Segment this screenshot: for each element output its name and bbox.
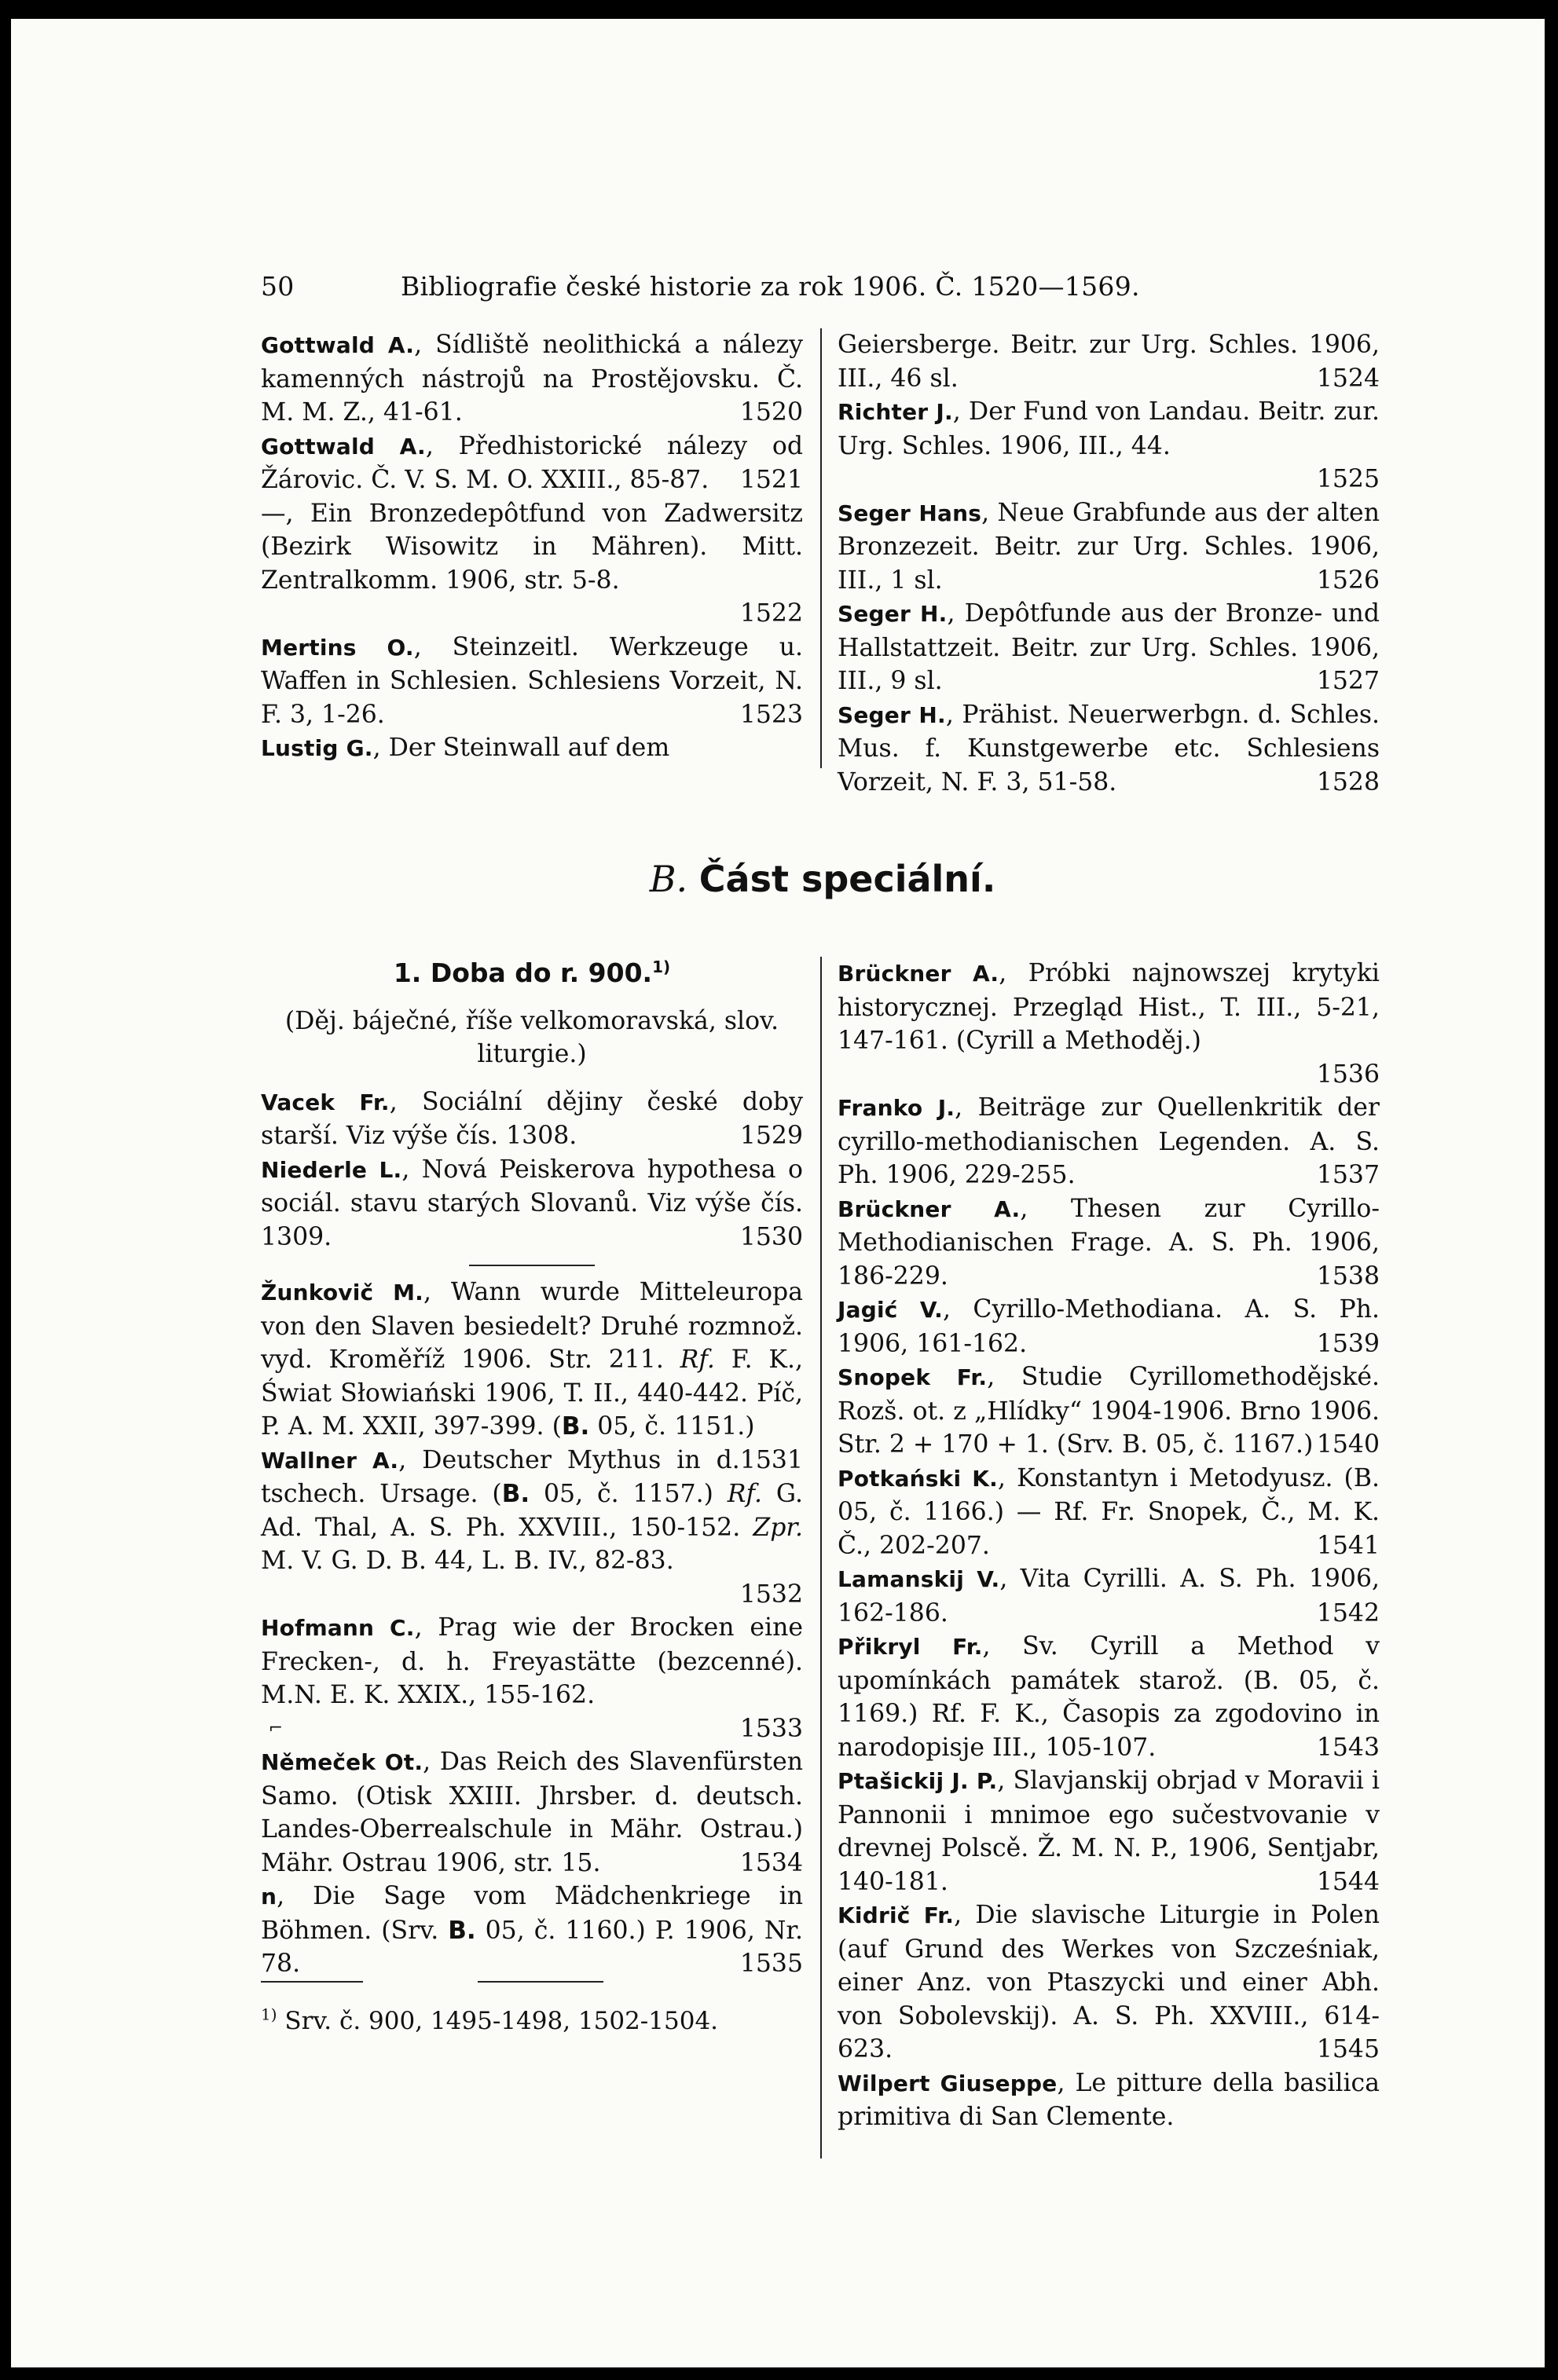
bottom-left-column — [261, 957, 803, 2038]
entry-text: , Prähist. Neuerwerbgn. d. Schles. Mus. f. Kunstgewerbe etc. Schlesiens Vorzeit, N. F. 3, 51-58. — [838, 700, 1380, 796]
author-name: Přikryl Fr. — [838, 1634, 983, 1660]
entry-text: F. K., Świat Słowiański 1906, T. II., 440-442. Píč, P. A. M. XXII, 397-399. ( — [261, 1346, 803, 1441]
bibliography-ref: B. — [448, 1916, 476, 1945]
entry-text: , Prag wie der Brocken eine Frecken-, d. h. Freyastätte (bezcenné). M.N. E. K. XXIX., 155-162. — [261, 1613, 803, 1709]
entry-number: 1526 — [1316, 566, 1380, 595]
entry-text: , Vita Cyrilli. A. S. Ph. 1906, 162-186. — [838, 1565, 1380, 1628]
author-name: Richter J. — [838, 399, 953, 425]
author-name: Seger Hans — [838, 500, 982, 526]
author-name: Niederle L. — [261, 1156, 402, 1183]
entry-number: 1530 — [739, 1222, 803, 1251]
entry-number: 1531 — [739, 1445, 803, 1474]
bib-entry — [261, 1444, 803, 1578]
entry-text: , Der Steinwall auf dem — [372, 734, 670, 762]
printer-mark-icon: ⌐ — [268, 1718, 283, 1738]
entry-text: , Předhistorické nálezy od Žárovic. Č. V. S. M. O. XXIII., 85-87. — [261, 431, 803, 494]
author-name: Franko J. — [838, 1095, 955, 1121]
entry-number: 1520 — [739, 398, 803, 427]
author-name: Wallner A. — [261, 1447, 399, 1474]
section-letter: B. — [649, 858, 688, 900]
bottom-columns — [261, 957, 1384, 2166]
bib-entry — [838, 395, 1380, 463]
bib-entry — [838, 1562, 1380, 1630]
author-name: Vacek Fr. — [261, 1089, 390, 1115]
review-abbrev: Zpr. — [753, 1513, 803, 1542]
bib-entry — [838, 1462, 1380, 1563]
author-name: Hofmann C. — [261, 1615, 415, 1641]
bottom-right-column — [838, 957, 1380, 2134]
entry-number: 1545 — [1316, 2035, 1380, 2063]
author-name: Brückner A. — [838, 1195, 1021, 1222]
bib-entry — [838, 698, 1380, 800]
entry-number: 1541 — [1316, 1531, 1380, 1560]
author-name: Seger H. — [838, 701, 946, 728]
entry-number: 1543 — [1316, 1733, 1380, 1762]
footnote — [261, 2005, 803, 2038]
entry-number: 1522 — [739, 599, 803, 628]
bibliography-ref: B. — [501, 1480, 530, 1508]
author-name: Seger H. — [838, 601, 948, 627]
footnote-mark: 1) — [652, 957, 671, 976]
entry-number: 1528 — [1316, 767, 1380, 796]
author-name: Lustig G. — [261, 735, 373, 761]
entry-text: —, Ein Bronzedepôtfund von Zadwersitz (Bezirk Wisowitz in Mähren). Mitt. Zentralkomm. 1906, str. 5-8. — [261, 499, 803, 595]
entry-text: , Der Fund von Landau. Beitr. zur. Urg. Schles. 1906, III., 44. — [838, 397, 1380, 460]
entry-text: , Le pitture della basilica primitiva di San Clemente. — [838, 2068, 1380, 2131]
entry-number: 1529 — [739, 1122, 803, 1150]
entry-number: 1544 — [1316, 1867, 1380, 1896]
bib-entry — [261, 328, 803, 430]
bib-entry — [261, 631, 803, 732]
entry-text: , Slavjanskij obrjad v Moravii i Pannonii i mnimoe ego sučestvovanie v drevnej Polscě. Ž. M. N. P., 1906, Sentjabr, 140-181. — [838, 1767, 1380, 1896]
bib-entry — [838, 1192, 1380, 1294]
entry-number: 1525 — [1316, 465, 1380, 493]
bib-entry — [838, 1899, 1380, 2067]
bib-entry — [261, 731, 803, 766]
entry-text: , Beiträge zur Quellenkritik der cyrillo-methodianischen Legenden. A. S. Ph. 1906, 229-255. — [838, 1093, 1380, 1189]
entry-number: 1521 — [739, 466, 803, 494]
entry-text: M. V. G. D. B. 44, L. B. IV., 82-83. — [261, 1547, 674, 1575]
bib-entry — [261, 1086, 803, 1153]
bib-entry — [838, 597, 1380, 698]
separator-rule — [469, 1265, 595, 1266]
bib-entry — [261, 497, 803, 598]
section-name: Část speciální. — [698, 858, 996, 900]
bib-entry — [838, 1091, 1380, 1192]
review-abbrev: Rf. — [680, 1346, 715, 1374]
footnote-separator-row — [261, 1981, 803, 1998]
entry-number: 1532 — [739, 1580, 803, 1609]
entry-text: , Nová Peiskerova hypothesa o sociál. stavu starých Slovanů. Viz výše čís. 1309. — [261, 1155, 803, 1251]
entry-number: 1542 — [1316, 1598, 1380, 1628]
column-divider — [820, 957, 822, 2158]
entry-text: 05, č. 1151.) — [597, 1412, 755, 1441]
top-columns — [261, 328, 1384, 796]
entry-text: 05, č. 1157.) — [543, 1480, 713, 1508]
entry-number: 1534 — [739, 1848, 803, 1877]
entry-text: , Thesen zur Cyrillo-Methodianischen Frage. A. S. Ph. 1906, 186-229. — [838, 1194, 1380, 1291]
separator-rule — [478, 1981, 603, 1983]
author-name: n — [261, 1884, 277, 1909]
entry-text: , Studie Cyrillomethodějské. Rozš. ot. z „Hlídky“ 1904-1906. Brno 1906. Str. 2 + 170 + 1. (Srv. B. 05, č. 1167.) — [838, 1363, 1380, 1459]
entry-text: , Das Reich des Slavenfürsten Samo. (Otisk XXIII. Jhrsber. d. deutsch. Landes-Oberrealschule in Mähr. Ostrau.) Mähr. Ostrau 1906, str. 15. — [261, 1748, 803, 1877]
author-name: Žunkovič M. — [261, 1280, 424, 1305]
footnote-text: Srv. č. 900, 1495-1498, 1502-1504. — [284, 2006, 719, 2035]
entry-text: Geiersberge. Beitr. zur Urg. Schles. 1906, III., 46 sl. — [838, 331, 1380, 393]
entry-text: G. Ad. Thal, A. S. Ph. XXVIII., 150-152. — [261, 1480, 803, 1542]
author-name: Ptašickij J. P. — [838, 1768, 998, 1794]
column-divider — [820, 328, 822, 768]
bib-entry — [838, 1360, 1380, 1462]
subsection-title — [261, 957, 803, 990]
entry-number: 1535 — [739, 1950, 803, 1978]
running-head — [261, 270, 1384, 311]
bib-entry — [261, 1745, 803, 1880]
entry-text: , Neue Grabfunde aus der alten Bronzezeit. Beitr. zur Urg. Schles. 1906, III., 1 sl. — [838, 498, 1380, 595]
author-name: Snopek Fr. — [838, 1364, 988, 1390]
entry-number-text: 1533 — [739, 1714, 803, 1743]
entry-text: , Konstantyn i Metodyusz. (B. 05, č. 1166.) — Rf. Fr. Snopek, Č., M. K. Č., 202-207. — [838, 1463, 1380, 1560]
subsection-title-text: 1. Doba do r. 900. — [393, 957, 653, 988]
entry-number: 1539 — [1316, 1329, 1380, 1358]
bib-entry — [838, 1293, 1380, 1360]
entry-number: 1538 — [1316, 1261, 1380, 1291]
bib-entry — [838, 2067, 1380, 2134]
bib-entry — [838, 496, 1380, 598]
bib-entry — [261, 1611, 803, 1712]
entry-text: 05, č. 1160.) P. 1906, Nr. 78. — [261, 1916, 803, 1978]
entry-text: , Depôtfunde aus der Bronze- und Hallstattzeit. Beitr. zur Urg. Schles. 1906, III., 9 sl. — [838, 599, 1380, 695]
page-content — [261, 270, 1384, 2166]
author-name: Kidrič Fr. — [838, 1902, 955, 1928]
author-name: Gottwald A. — [261, 332, 415, 358]
author-name: Němeček Ot. — [261, 1749, 423, 1775]
entry-text: , Die slavische Liturgie in Polen (auf Grund des Werkes von Szcześniak, einer Anz. von Ptaszycki und einer Abh. von Sobolevskij). A. S. Ph. XXVIII., 614-623. — [838, 1901, 1380, 2063]
entry-text: , Steinzeitl. Werkzeuge u. Waffen in Schlesien. Schlesiens Vorzeit, N. F. 3, 1-26. — [261, 632, 803, 729]
entry-text: , Wann wurde Mitteleuropa von den Slaven besiedelt? Druhé rozmnož. vyd. Kroměříž 1906. Str. 211. — [261, 1278, 804, 1374]
bib-entry — [838, 957, 1380, 1058]
top-right-column — [838, 328, 1380, 799]
entry-text: , Sv. Cyrill a Method v upomínkách památek starož. (B. 05, č. 1169.) Rf. F. K., Časopis za zgodovino in narodopisje III., 105-107. — [838, 1632, 1380, 1762]
author-name: Potkański K. — [838, 1465, 999, 1492]
review-abbrev: Rf. — [727, 1480, 763, 1508]
author-name: Lamanskij V. — [838, 1566, 1000, 1592]
bib-entry — [261, 1153, 803, 1254]
subsection-note: (Děj. báječné, říše velkomoravská, slov. liturgie.) — [284, 1006, 779, 1068]
entry-number: 1527 — [1316, 667, 1380, 695]
bib-entry — [838, 1630, 1380, 1764]
page-sheet — [11, 19, 1545, 2367]
entry-number: 1536 — [1316, 1060, 1380, 1089]
bib-entry — [261, 1880, 803, 1981]
bib-entry — [261, 430, 803, 497]
footnote-mark: 1) — [261, 2005, 277, 2024]
entry-number: 1540 — [1316, 1430, 1380, 1459]
author-name: Mertins O. — [261, 634, 414, 661]
author-name: Wilpert Giuseppe — [838, 2070, 1058, 2096]
bibliography-ref: B. — [561, 1412, 590, 1441]
author-name: Jagić V. — [838, 1297, 943, 1323]
entry-number: 1523 — [739, 700, 803, 729]
entry-number — [261, 1712, 803, 1746]
entry-number: 1537 — [1316, 1161, 1380, 1189]
author-name: Brückner A. — [838, 961, 999, 987]
section-heading — [261, 858, 1384, 925]
bib-entry — [838, 1764, 1380, 1899]
footnote-rule — [261, 1981, 363, 1983]
entry-text: , Próbki najnowszej krytyki historycznej. Przegląd Hist., T. III., 5-21, 147-161. (Cyrill a Methoděj.) — [838, 959, 1380, 1055]
entry-text: , Cyrillo-Methodiana. A. S. Ph. 1906, 161-162. — [838, 1295, 1380, 1358]
entry-text: , Sociální dějiny české doby starší. Viz výše čís. 1308. — [261, 1087, 803, 1150]
entry-text: , Deutscher Mythus in d. tschech. Ursage. ( — [261, 1445, 740, 1508]
bib-entry — [838, 328, 1380, 395]
entry-text: , Die Sage vom Mädchenkriege in Böhmen. (Srv. — [261, 1882, 803, 1945]
running-title: Bibliografie české historie za rok 1906. Č. 1520—1569. — [401, 271, 1140, 302]
entry-text: , Sídliště neolithická a nálezy kamenných nástrojů na Prostějovsku. Č. M. M. Z., 41-61. — [261, 331, 803, 427]
top-left-column — [261, 328, 803, 766]
section-title — [261, 858, 1384, 900]
author-name: Gottwald A. — [261, 433, 426, 460]
page-number: 50 — [261, 271, 295, 302]
entry-number: 1524 — [1316, 364, 1380, 393]
